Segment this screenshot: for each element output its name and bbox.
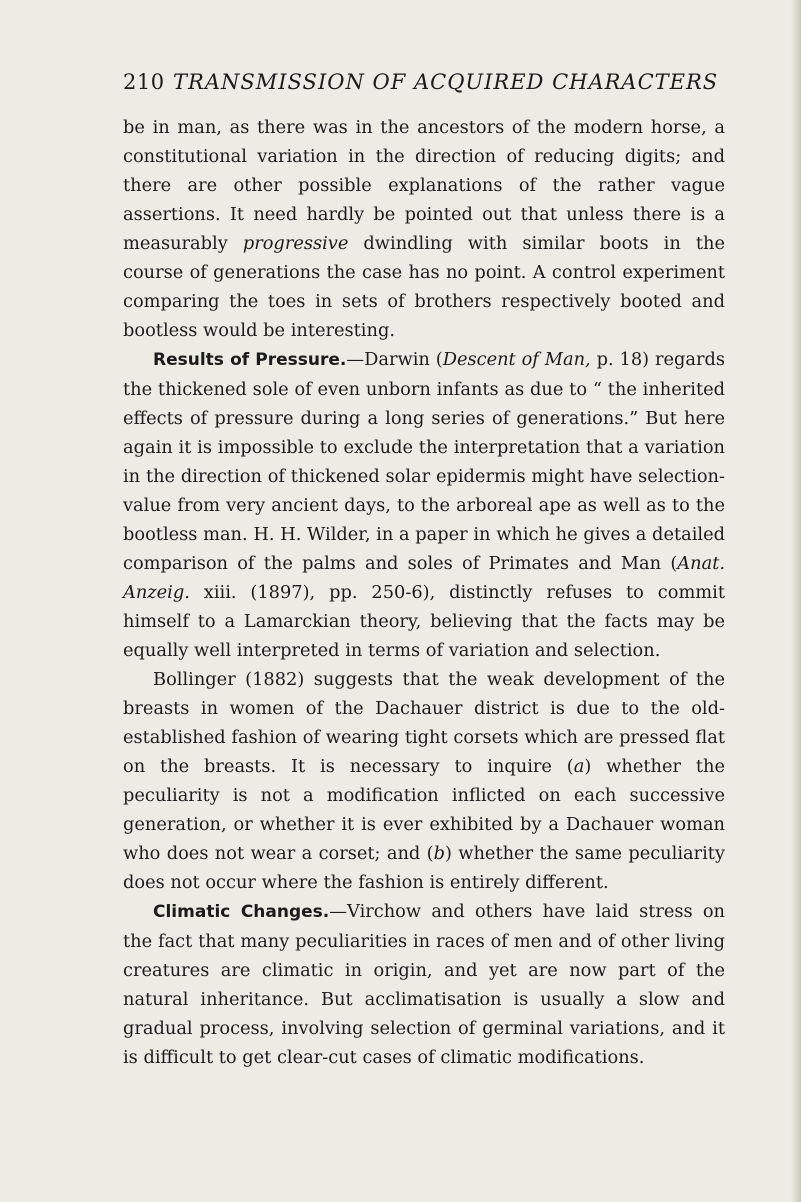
paragraph-3-text-c: ) whether the same peculiarity does not occur where the fashion is entirely different. [123, 843, 725, 893]
citation-descent-of-man: Descent of Man, [442, 349, 591, 370]
section-heading-climatic-changes: Climatic Changes. [153, 902, 330, 922]
paragraph-1-text-a: be in man, as there was in the ancestors of the modern horse, a constitutional variation in the direction of reducing digits; and there are other possible explanations of the rather vague assertions. It need hardly be pointed out that unless there is a measurably [123, 117, 725, 254]
page-number: 210 [123, 70, 165, 94]
paragraph-3-text-a: Bollinger (1882) suggests that the weak development of the breasts in women of the Dachauer district is due to the old-established fashion of wearing tight corsets which are pressed flat on the breasts. It is necessary to inquire ( [123, 669, 725, 777]
paragraph-4-text-a: —Virchow and others have laid stress on the fact that many peculiarities in races of men and of other living creatures are climatic in origin, and yet are now part of the natural inheritance. But acclimatisation is usually a slow and gradual process, involving selection of germinal variations, and it is difficult to get clear-cut cases of climatic modifications. [123, 901, 725, 1068]
paragraph-2-text-b: p. 18) regards the thickened sole of even unborn infants as due to “ the inherited effects of pressure during a long series of generations.” But here again it is impossible to exclude the interpretation that a variation in the direction of thickened solar epidermis might have selection-value from very ancient days, to the arboreal ape as well as to the bootless man. H. H. Wilder, in a paper in which he gives a detailed comparison of the palms and soles of Primates and Man ( [123, 349, 725, 574]
paragraph-4 [123, 897, 725, 1072]
enum-a: a [573, 756, 585, 777]
paragraph-3-text-b: ) whether the peculiarity is not a modification inflicted on each successive generation, or whether it is ever exhibited by a Dachauer woman who does not wear a corset; and ( [123, 756, 725, 864]
paragraph-1 [123, 113, 725, 345]
running-title: TRANSMISSION OF ACQUIRED CHARACTERS [173, 70, 719, 94]
paragraph-2-text-a: —Darwin ( [346, 349, 443, 370]
paragraph-1-text-b: dwindling with similar boots in the course of generations the case has no point. A control experiment comparing the toes in sets of brothers respectively booted and bootless would be interesting. [123, 233, 725, 341]
enum-b: b [433, 843, 445, 864]
paragraph-3 [123, 665, 725, 897]
paragraph-2 [123, 345, 725, 665]
paragraph-2-text-c: xiii. (1897), pp. 250-6), distinctly refuses to commit himself to a Lamarckian theory, believing that the facts may be equally well interpreted in terms of variation and selection. [123, 582, 725, 661]
section-heading-results-of-pressure: Results of Pressure. [153, 350, 347, 370]
emphasis-progressive: progressive [242, 233, 349, 254]
page-edge-shadow [791, 0, 801, 1202]
body-text [123, 113, 725, 1072]
citation-anat-anzeig: Anat. Anzeig. [123, 553, 725, 603]
running-head [123, 70, 723, 106]
